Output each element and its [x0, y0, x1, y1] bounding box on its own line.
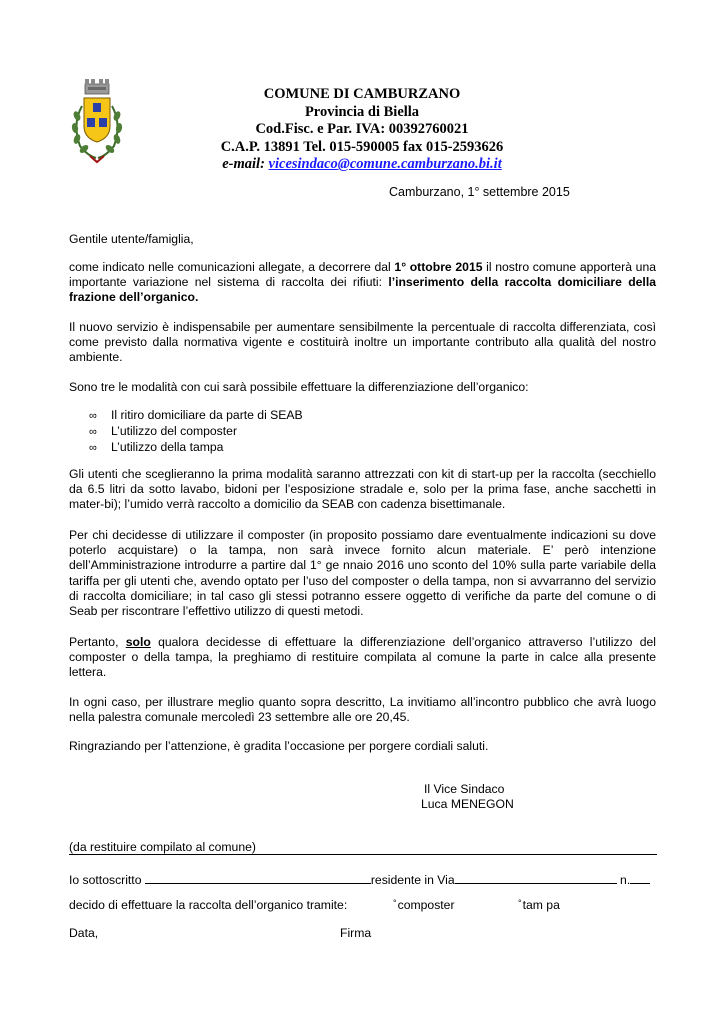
paragraph-intro: come indicato nelle comunicazioni allegate, a decorrere dal 1° ottobre 2015 il nostro comune apporterà una importante variazione nel sistema di raccolta dei rifiuti: l’inserimento della raccolta domiciliare della frazione dell’organico.	[69, 260, 656, 305]
signature-label: Firma	[340, 926, 372, 940]
bullet-icon: ∞	[89, 410, 97, 422]
municipal-crest-icon	[66, 76, 128, 166]
contact-line: C.A.P. 13891 Tel. 015-590005 fax 015-2593626	[220, 138, 504, 155]
date-label: Data,	[69, 926, 99, 940]
signature-block	[421, 782, 514, 812]
paragraph-kit: Gli utenti che sceglieranno la prima modalità saranno attrezzati con kit di start-up per la raccolta (secchiello da 6.5 litri da sotto lavabo, bidoni per l’esposizione stradale e, solo per la prima fase, anche sacchetti in mater-bi); l’umido verrà raccolto a domicilio da SEAB con cadenza bisettimanale.	[69, 467, 656, 512]
option-composter[interactable]: °composter	[393, 898, 455, 912]
modes-list	[89, 408, 303, 457]
checkbox-composter-icon[interactable]: °	[393, 898, 397, 908]
province-line: Provincia di Biella	[304, 103, 420, 120]
form-line-date	[69, 926, 372, 940]
paragraph-return: Pertanto, solo qualora decidesse di effettuare la differenziazione dell’organico attraverso l’utilizzo del composter o della tampa, la preghiamo di restituire compilata al comune la parte in calce alla presente lettera.	[69, 635, 656, 680]
paragraph-composter: Per chi decidesse di utilizzare il composter (in proposito possiamo dare eventualmente indicazioni su dove poterlo acquistare) o la tampa, non sarà invece fornito alcun materiale. E’ però intenzione dell’Amministrazione introdurre a partire dal 1° ge nnaio 2016 uno sconto del 10% sulla parte variabile della tariffa per gli utenti che, avendo optato per l’uso del composter o della tampa, non si avvarranno del servizio di raccolta domiciliare; in tal caso gli stessi potranno essere oggetto di verifiche da parte del comune o di Seab per riscontrare l’effettivo utilizzo di questi metodi.	[69, 528, 656, 619]
bullet-icon: ∞	[89, 442, 97, 455]
list-item: ∞ Il ritiro domiciliare da parte di SEAB	[89, 408, 303, 424]
date-line: Camburzano, 1° settembre 2015	[389, 185, 570, 199]
paragraph-modes-intro: Sono tre le modalità con cui sarà possibile effettuare la differenziazione dell’organico:	[69, 380, 529, 394]
email-link[interactable]: vicesindaco@comune.camburzano.bi.it	[268, 156, 502, 172]
form-line-choice: decido di effettuare la raccolta dell’organico tramite: °composter °tam pa	[69, 898, 560, 912]
fiscal-code-line: Cod.Fisc. e Par. IVA: 00392760021	[255, 121, 469, 137]
signature-name: Luca MENEGON	[421, 797, 514, 811]
salutation: Gentile utente/famiglia,	[69, 232, 194, 246]
return-note: (da restituire compilato al comune)	[69, 840, 256, 854]
street-number-field[interactable]	[630, 872, 650, 884]
bullet-icon: ∞	[89, 426, 97, 439]
paragraph-service: Il nuovo servizio è indispensabile per aumentare sensibilmente la percentuale di raccolta differenziata, così come previsto dalla normativa vigente e costituirà inoltre un importante contributo alla qualità del nostro ambiente.	[69, 320, 656, 365]
email-label: e-mail:	[222, 156, 269, 172]
list-item: ∞ L’utilizzo della tampa	[89, 440, 303, 456]
municipality-title: COMUNE DI CAMBURZANO	[263, 86, 461, 102]
letterhead	[150, 86, 574, 174]
checkbox-tampa-icon[interactable]: °	[518, 898, 522, 908]
street-field[interactable]	[455, 872, 617, 884]
name-field[interactable]	[145, 872, 371, 884]
email-line	[150, 156, 574, 174]
form-divider	[69, 854, 657, 855]
paragraph-meeting: In ogni caso, per illustrare meglio quanto sopra descritto, La invitiamo all’incontro pubblico che avrà luogo nella palestra comunale mercoledì 23 settembre alle ore 20,45.	[69, 695, 656, 725]
signature-role: Il Vice Sindaco	[424, 782, 505, 796]
form-line-name: Io sottoscritto residente in Via n.	[69, 872, 650, 887]
option-tampa[interactable]: °tam pa	[518, 898, 560, 912]
list-item: ∞ L’utilizzo del composter	[89, 424, 303, 440]
paragraph-closing: Ringraziando per l’attenzione, è gradita l’occasione per porgere cordiali saluti.	[69, 739, 489, 753]
